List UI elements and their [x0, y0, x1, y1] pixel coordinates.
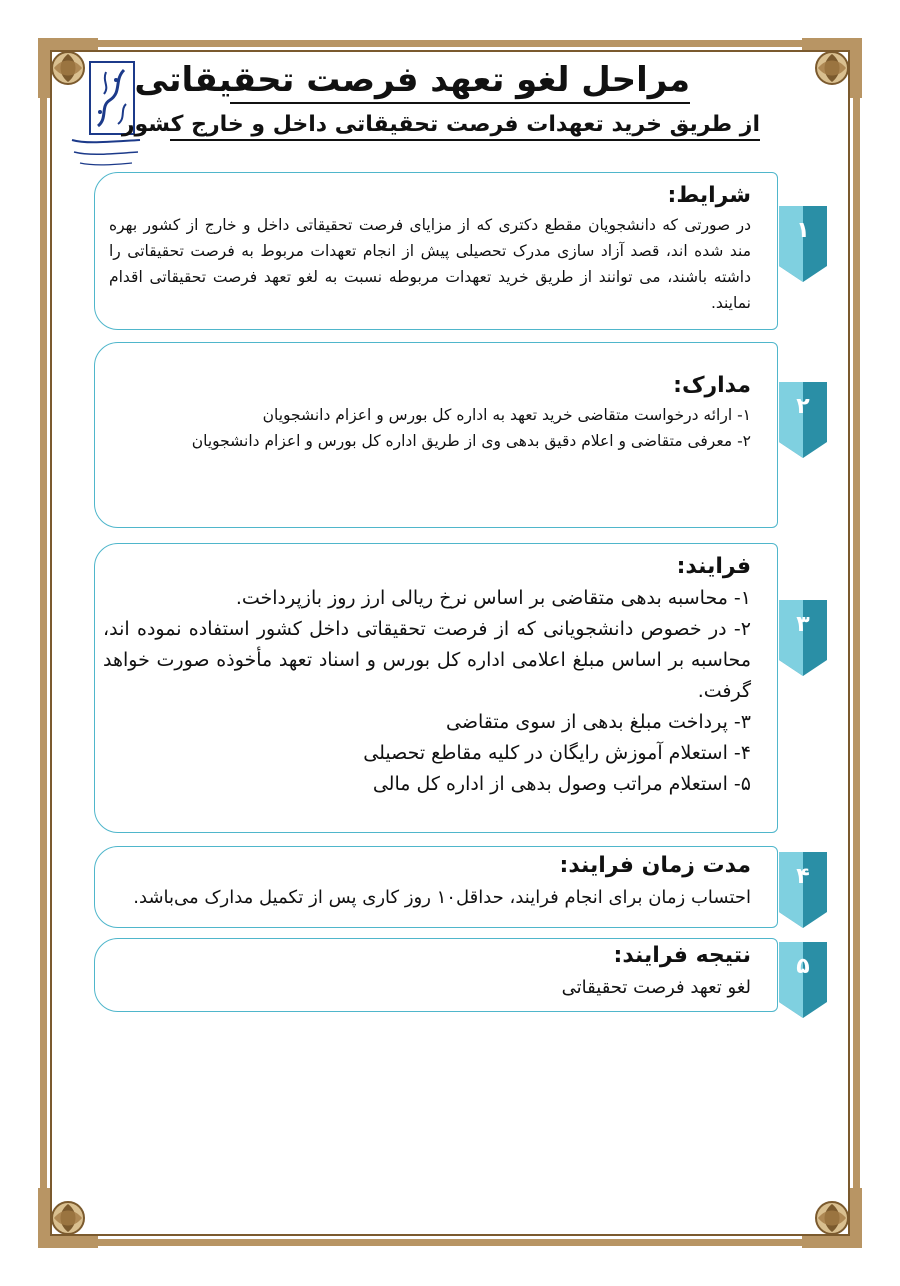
corner-ornament-icon: [28, 1138, 148, 1258]
section-line: ۲- در خصوص دانشجویانی که از فرصت تحقیقاتی داخل کشور استفاده نموده اند، محاسبه بر اساس مبلغ اعلامی اداره کل بورس و اسناد تعهد مأخوذه صورت خواهد گرفت.: [103, 618, 751, 702]
section-conditions: [94, 172, 778, 330]
section-process: [94, 543, 778, 833]
section-body: [109, 972, 751, 1003]
section-heading: مدارک:: [673, 373, 751, 398]
section-line: ۳- پرداخت مبلغ بدهی از سوی متقاضی: [446, 711, 751, 733]
section-line: ۱- ارائه درخواست متقاضی خرید تعهد به اداره کل بورس و اعزام دانشجویان: [262, 406, 751, 424]
section-line: ۵- استعلام مراتب وصول بدهی از اداره کل مالی: [372, 773, 751, 795]
step-badge: [775, 942, 831, 1022]
section-result: [94, 938, 778, 1012]
section-documents: [94, 342, 778, 528]
corner-ornament-icon: [752, 1138, 872, 1258]
section-line: در صورتی که دانشجویان مقطع دکتری که از مزایای فرصت تحقیقاتی داخل و خارج از کشور بهره مند شده اند، قصد آزاد سازی مدرک تحصیلی پیش از انجام تعهدات مربوط به فرصت تحقیقاتی را داشته باشند، می توانند از طریق خرید تعهدات مربوطه نسبت به لغو تعهد فرصت تحقیقاتی اقدام نمایند.: [109, 216, 751, 312]
step-number: ۴: [796, 864, 810, 889]
step-number: ۱: [796, 218, 810, 243]
section-line: احتساب زمان برای انجام فرایند، حداقل۱۰ روز کاری پس از تکمیل مدارک می‌باشد.: [133, 887, 751, 908]
section-duration: [94, 846, 778, 928]
step-number: ۳: [796, 612, 810, 637]
section-heading: مدت زمان فرایند:: [559, 853, 751, 878]
section-line: ۲- معرفی متقاضی و اعلام دقیق بدهی وی از طریق اداره کل بورس و اعزام دانشجویان: [191, 432, 751, 450]
corner-ornament-icon: [752, 28, 872, 148]
section-heading: شرایط:: [667, 183, 751, 208]
section-body: [109, 212, 751, 316]
section-body: [109, 402, 751, 454]
step-number: ۵: [796, 954, 810, 979]
step-badge: [775, 600, 831, 680]
section-body: [103, 583, 751, 800]
page-subtitle: از طریق خرید تعهدات فرصت تحقیقاتی داخل و خارج کشور: [170, 112, 760, 141]
section-line: ۴- استعلام آموزش رایگان در کلیه مقاطع تحصیلی: [363, 742, 751, 764]
step-badge: [775, 852, 831, 932]
step-badge: [775, 382, 831, 462]
section-body: [109, 882, 751, 913]
section-line: ۱- محاسبه بدهی متقاضی بر اساس نرخ ریالی ارز روز بازپرداخت.: [235, 587, 751, 609]
page-title: مراحل لغو تعهد فرصت تحقیقاتی: [230, 60, 690, 104]
section-heading: نتیجه فرایند:: [613, 943, 751, 968]
section-heading: فرایند:: [676, 554, 751, 579]
step-number: ۲: [796, 394, 810, 419]
section-line: لغو تعهد فرصت تحقیقاتی: [561, 977, 751, 998]
step-badge: [775, 206, 831, 286]
